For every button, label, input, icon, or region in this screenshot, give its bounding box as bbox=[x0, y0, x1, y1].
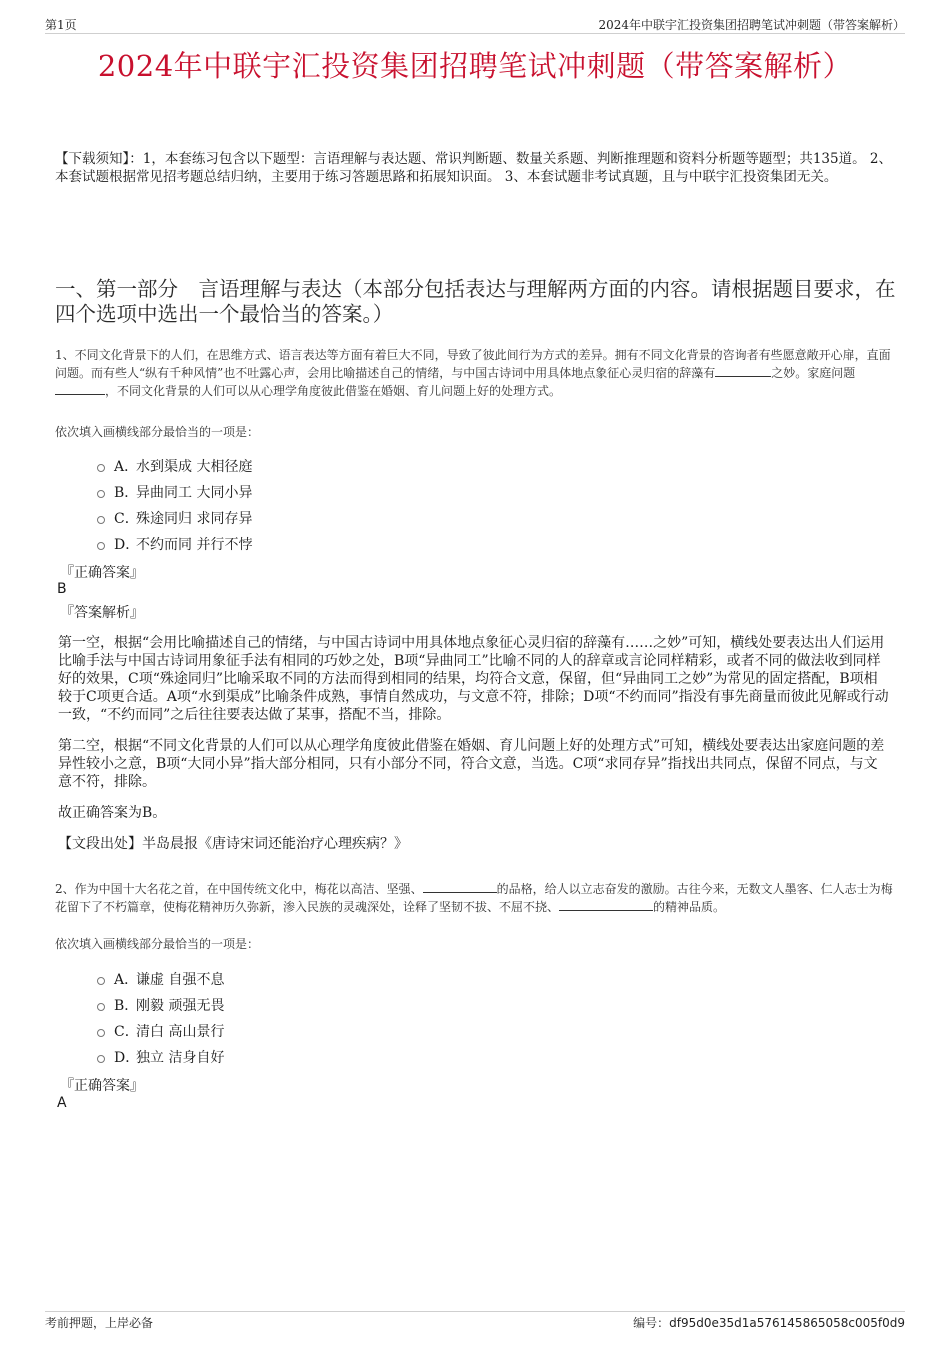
explanation-paragraph: 第二空，根据“不同文化背景的人们可以从心理学角度彼此借鉴在婚姻、育儿问题上好的处理方式”可知，横线处要表达出家庭问题的差异性较小之意，B项“大同小异”指大部分相同，只有小部分不同，符合文意，当选。C项“求同存异”指找出共同点，保留不同点，与文意不符，排除。 bbox=[58, 738, 885, 790]
option-letter: A． bbox=[114, 972, 139, 988]
option-text: 水到渠成 大相径庭 bbox=[136, 459, 253, 475]
page-number: 第1页 bbox=[45, 18, 77, 32]
option-b[interactable] bbox=[97, 992, 224, 1018]
download-notice: 【下载须知】：1，本套练习包含以下题型：言语理解与表达题、常识判断题、数量关系题、判断推理题和资料分析题等题型；共135道。 2、本套试题根据常见招考题总结归纳，主要用于练习答题思路和拓展知识面。 3、本套试题非考试真题，且与中联宇汇投资集团无关。 bbox=[55, 151, 892, 185]
radio-icon[interactable] bbox=[97, 464, 105, 472]
header-divider bbox=[45, 33, 905, 34]
option-text: 刚毅 顽强无畏 bbox=[136, 998, 225, 1014]
source-citation: 【文段出处】半岛晨报《唐诗宋词还能治疗心理疾病？》 bbox=[58, 836, 408, 852]
option-text: 独立 洁身自好 bbox=[136, 1050, 225, 1066]
correct-answer-value: A bbox=[57, 1095, 67, 1111]
option-d[interactable] bbox=[97, 531, 252, 557]
footer-divider bbox=[45, 1311, 905, 1312]
option-letter: B． bbox=[114, 998, 139, 1014]
fill-blank bbox=[55, 382, 105, 395]
question-1-text bbox=[55, 346, 900, 400]
option-letter: A． bbox=[114, 459, 139, 475]
correct-answer-value: B bbox=[57, 581, 67, 597]
option-text: 清白 高山景行 bbox=[136, 1024, 225, 1040]
explanation-paragraph: 第一空，根据“会用比喻描述自己的情绪，与中国古诗词中用具体地点象征心灵归宿的辞藻有……之妙”可知，横线处要表达出人们运用比喻手法与中国古诗词用象征手法有相同的巧妙之处，B项“异曲同工”比喻不同的人的辞章或言论同样精彩，或者不同的做法收到同样好的效果，C项“殊途同归”比喻采取不同的方法而得到相同的结果，均符合文意，保留，但“异曲同工之妙”为常见的固定搭配，B项相较于C项更合适。A项“水到渠成”比喻条件成熟，事情自然成功，与文意不符，排除；D项“不约而同”指没有事先商量而彼此见解或行动一致，“不约而同”之后往往要表达做了某事，搭配不当，排除。 bbox=[58, 635, 889, 723]
question-1-options bbox=[97, 453, 252, 557]
option-b[interactable] bbox=[97, 479, 252, 505]
option-letter: C． bbox=[114, 511, 139, 527]
correct-answer-label: 『正确答案』 bbox=[60, 1078, 144, 1094]
question-2-prompt: 依次填入画横线部分最恰当的一项是： bbox=[55, 937, 260, 951]
document-code bbox=[633, 1314, 905, 1331]
radio-icon[interactable] bbox=[97, 1003, 105, 1011]
question-1-prompt: 依次填入画横线部分最恰当的一项是： bbox=[55, 425, 260, 439]
question-1-text-part-b: 之妙。家庭问题 bbox=[771, 366, 856, 380]
radio-icon[interactable] bbox=[97, 490, 105, 498]
question-1-text-part-a: 1、不同文化背景下的人们，在思维方式、语言表达等方面有着巨大不同，导致了彼此间行为方式的差异。拥有不同文化背景的咨询者有些愿意敞开心扉，直面问题。而有些人“纵有千种风情”也不吐露心声，会用比喻描述自己的情绪，与中国古诗词中用具体地点象征心灵归宿的辞藻有 bbox=[55, 348, 891, 380]
code-value: df95d0e35d1a576145865058c005f0d9 bbox=[669, 1316, 905, 1330]
option-text: 殊途同归 求同存异 bbox=[136, 511, 253, 527]
option-letter: D． bbox=[114, 1050, 140, 1066]
question-2-text-part-a: 2、作为中国十大名花之首，在中国传统文化中，梅花以高洁、坚强、 bbox=[55, 882, 423, 896]
fill-blank bbox=[423, 880, 497, 893]
question-2-text bbox=[55, 880, 900, 916]
fill-blank bbox=[715, 364, 771, 377]
page-title: 2024年中联宇汇投资集团招聘笔试冲刺题（带答案解析） bbox=[97, 49, 853, 83]
radio-icon[interactable] bbox=[97, 1055, 105, 1063]
correct-answer-label: 『正确答案』 bbox=[60, 565, 144, 581]
option-text: 不约而同 并行不悖 bbox=[136, 537, 253, 553]
radio-icon[interactable] bbox=[97, 977, 105, 985]
section-heading: 一、第一部分 言语理解与表达（本部分包括表达与理解两方面的内容。请根据题目要求，在四个选项中选出一个最恰当的答案。） bbox=[55, 277, 896, 326]
radio-icon[interactable] bbox=[97, 1029, 105, 1037]
footer-slogan: 考前押题，上岸必备 bbox=[45, 1316, 154, 1330]
option-text: 异曲同工 大同小异 bbox=[136, 485, 253, 501]
fill-blank bbox=[559, 898, 653, 911]
radio-icon[interactable] bbox=[97, 516, 105, 524]
question-2-text-part-c: 的精神品质。 bbox=[653, 900, 726, 914]
option-d[interactable] bbox=[97, 1044, 224, 1070]
code-label: 编号： bbox=[633, 1316, 670, 1330]
question-1-text-part-c: ，不同文化背景的人们可以从心理学角度彼此借鉴在婚姻、育儿问题上好的处理方式。 bbox=[105, 384, 562, 398]
option-c[interactable] bbox=[97, 1018, 224, 1044]
option-a[interactable] bbox=[97, 453, 252, 479]
running-title: 2024年中联宇汇投资集团招聘笔试冲刺题（带答案解析） bbox=[598, 18, 905, 32]
option-letter: B． bbox=[114, 485, 139, 501]
explanation-paragraph: 故正确答案为B。 bbox=[58, 805, 167, 821]
option-c[interactable] bbox=[97, 505, 252, 531]
option-letter: C． bbox=[114, 1024, 139, 1040]
option-a[interactable] bbox=[97, 966, 224, 992]
option-text: 谦虚 自强不息 bbox=[136, 972, 225, 988]
question-2-text-part-b: 的品格，给人以立志奋发的激励。古往今来，无数文人墨客、仁人志士为梅花留下了不朽篇章，使梅花精神历久弥新，渗入民族的灵魂深处，诠释了坚韧不拔、不屈不挠、 bbox=[55, 882, 893, 914]
answer-explanation bbox=[58, 634, 890, 866]
analysis-label: 『答案解析』 bbox=[60, 605, 144, 621]
option-letter: D． bbox=[114, 537, 140, 553]
radio-icon[interactable] bbox=[97, 542, 105, 550]
question-2-options bbox=[97, 966, 224, 1070]
